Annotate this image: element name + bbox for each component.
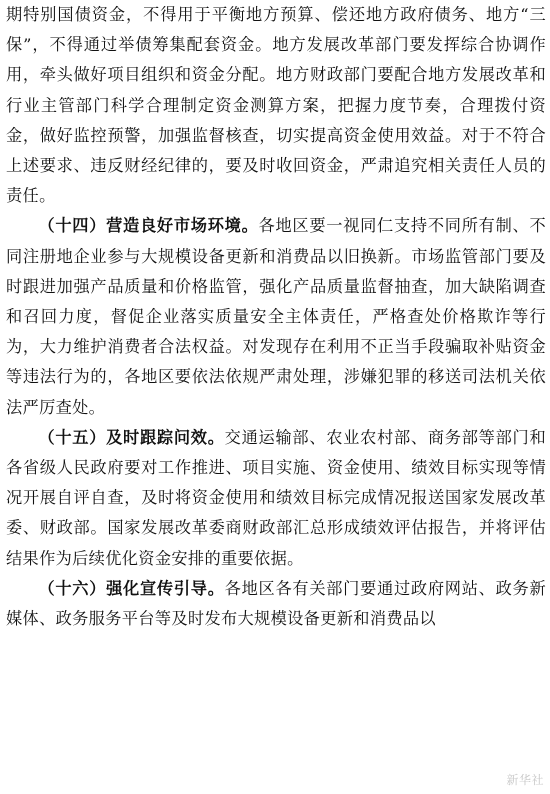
paragraph-section-14 [6,211,546,422]
paragraph-section-16 [6,574,546,634]
paragraph-text: 各地区要一视同仁支持不同所有制、不同注册地企业参与大规模设备更新和消费品以旧换新。市场监管部门要及时跟进加强产品质量和价格监管，强化产品质量监督抽查，加大缺陷调查和召回力度，督促企业落实质量安全主体责任，严格查处价格欺诈等行为，大力维护消费者合法权益。对发现存在利用不正当手段骗取补贴资金等违法行为的，各地区要依法依规严肃处理，涉嫌犯罪的移送司法机关依法严厉查处。 [6,216,546,417]
section-heading-16: （十六）强化宣传引导。 [38,578,225,598]
section-heading-15: （十五）及时跟踪问效。 [38,427,225,447]
paragraph-text: 各地区各有关部门要通过政府网站、政务新媒体、政务服务平台等及时发布大规模设备更新和消费品以 [6,578,546,629]
paragraph-text: 交通运输部、农业农村部、商务部等部门和各省级人民政府要对工作推进、项目实施、资金使用、绩效目标实现等情况开展自评自查，及时将资金使用和绩效目标完成情况报送国家发展改革委、财政部。国家发展改革委商财政部汇总形成绩效评估报告，并将评估结果作为后续优化资金安排的重要依据。 [6,427,546,568]
paragraph-text: 期特别国债资金，不得用于平衡地方预算、偿还地方政府债务、地方“三保”，不得通过举债筹集配套资金。地方发展改革部门要发挥综合协调作用，牵头做好项目组织和资金分配。地方财政部门要配合地方发展改革和行业主管部门科学合理制定资金测算方案，把握力度节奏，合理拨付资金，做好监控预警，加强监督核查，切实提高资金使用效益。对于不符合上述要求、违反财经纪律的，要及时收回资金，严肃追究相关责任人员的责任。 [6,5,546,206]
paragraph-funds-continuation [6,0,546,211]
watermark-logo: 新华社 [506,773,544,787]
paragraph-section-15 [6,423,546,574]
section-heading-14: （十四）营造良好市场环境。 [38,216,259,236]
